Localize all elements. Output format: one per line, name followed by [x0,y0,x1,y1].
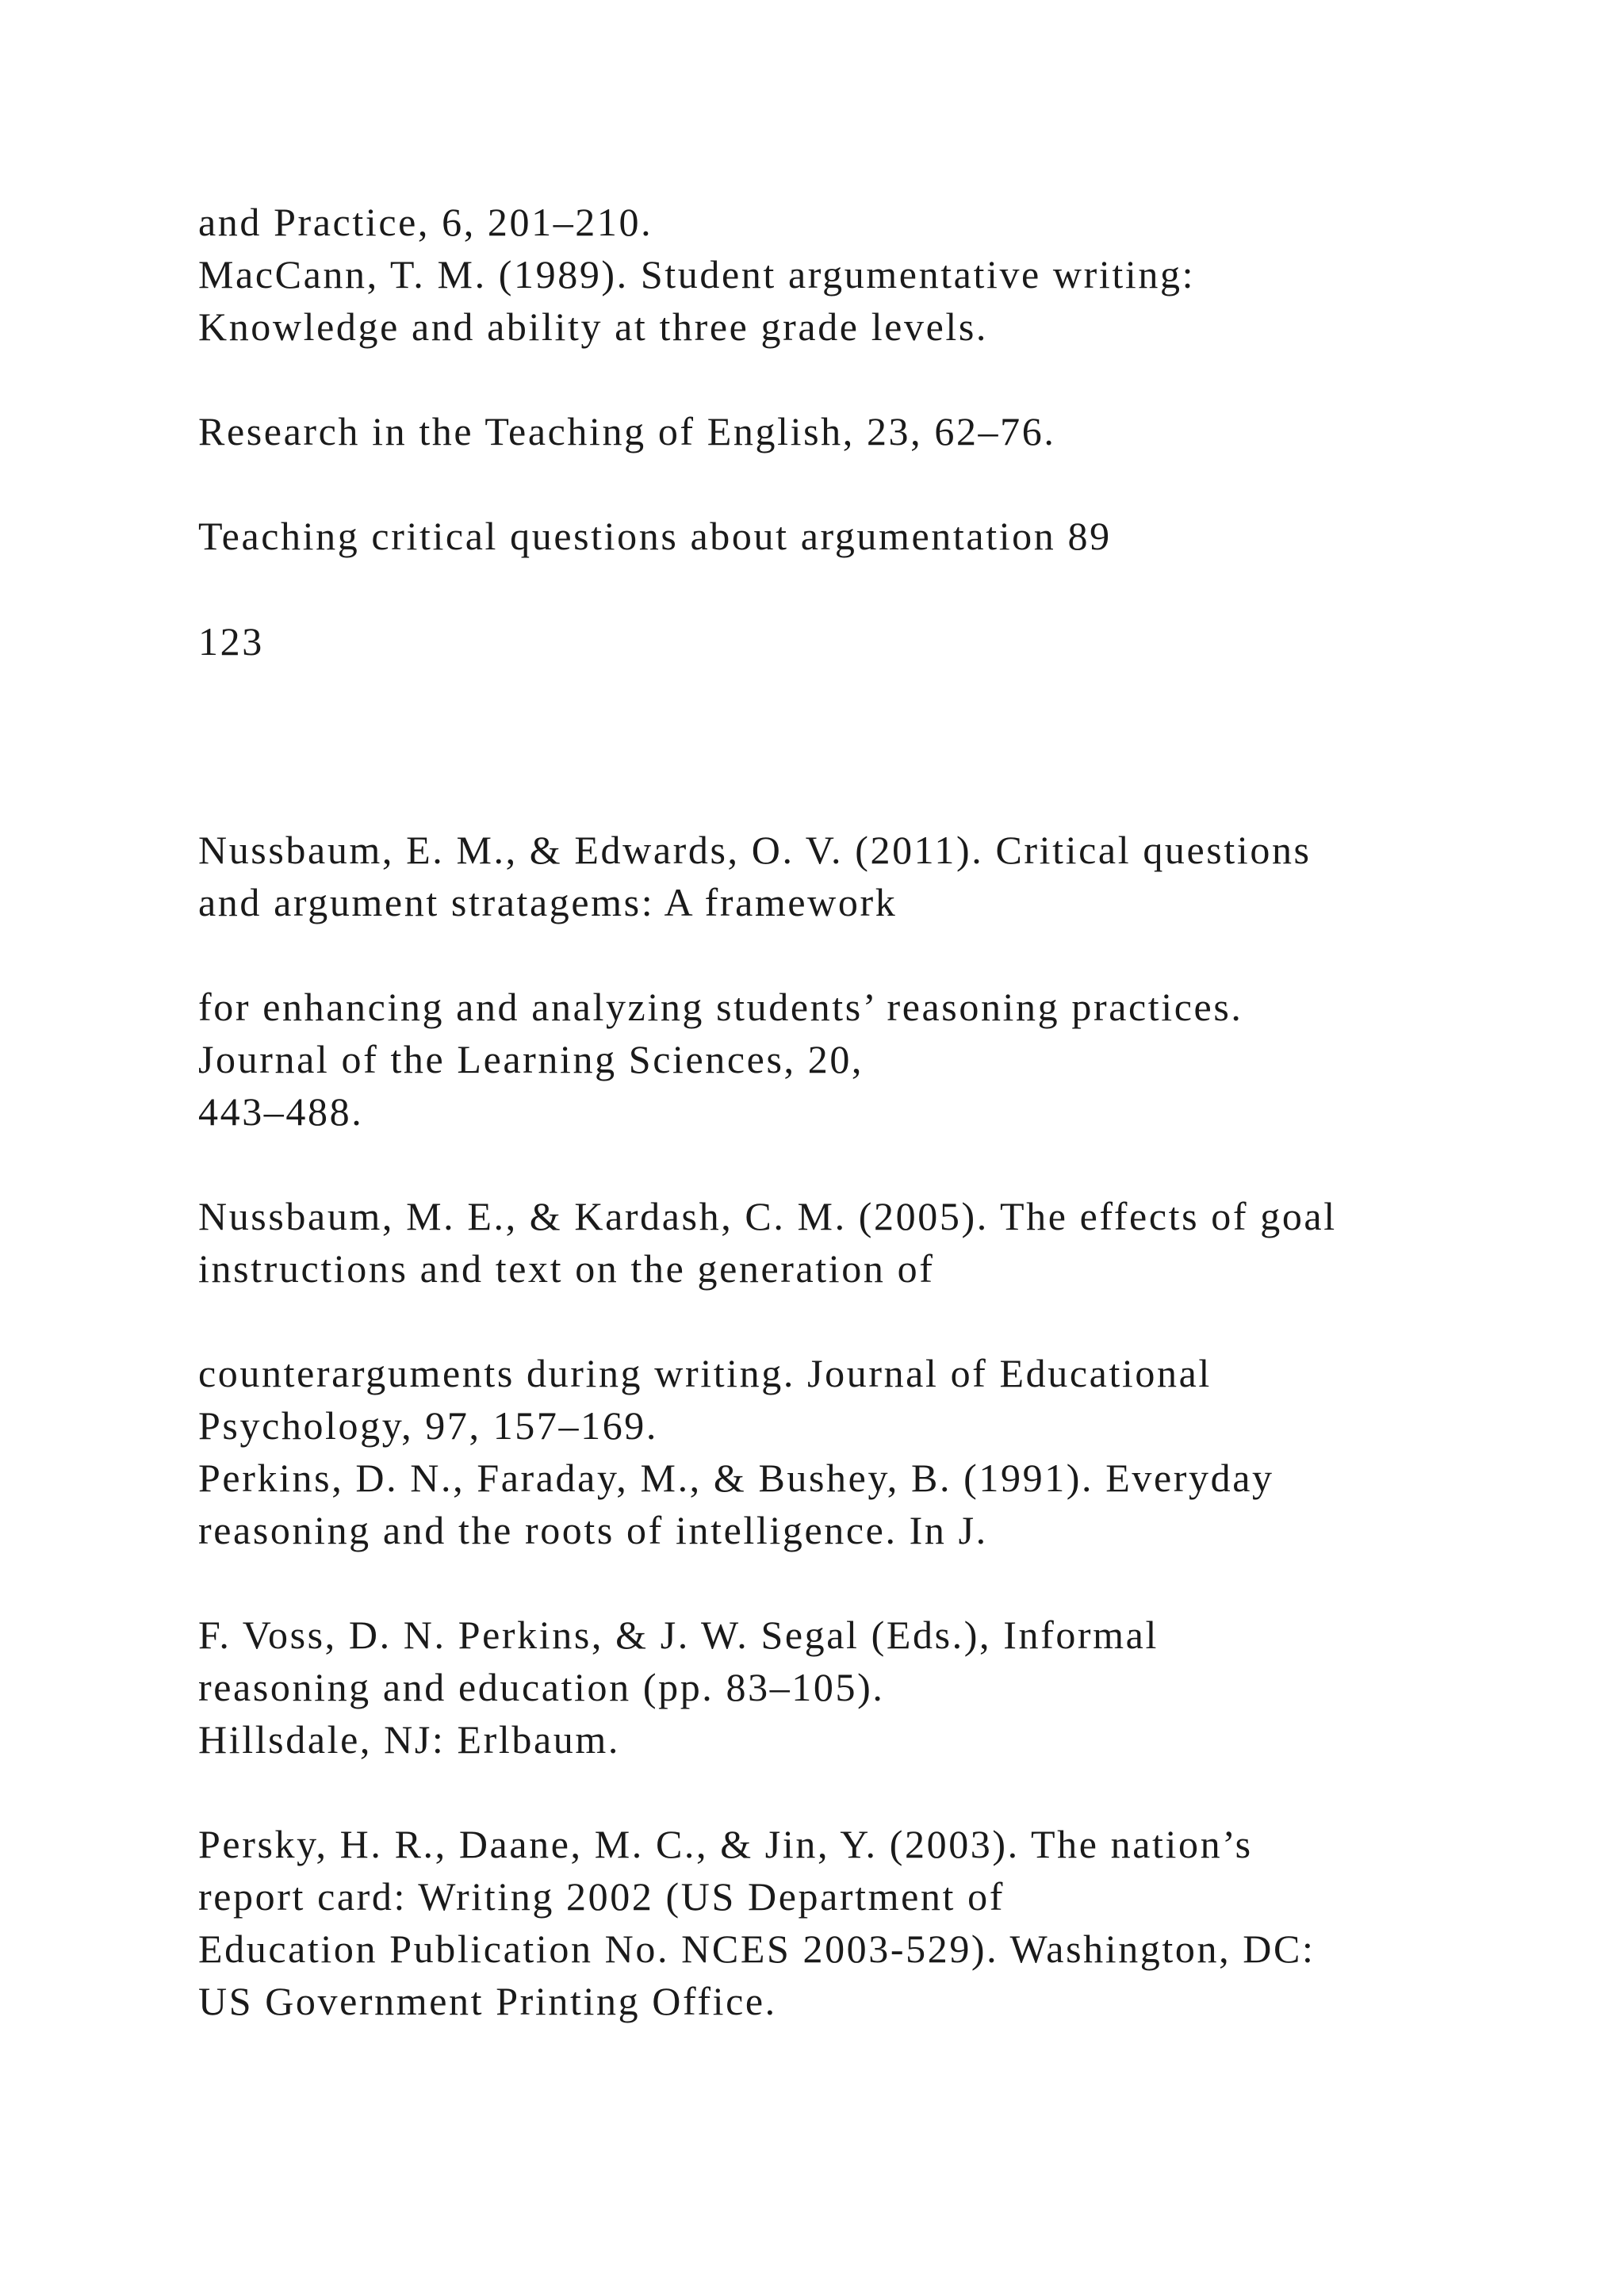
reference-line: MacCann, T. M. (1989). Student argumentative writing: [198,252,1196,297]
reference-line: reasoning and education (pp. 83–105). [198,1665,885,1709]
reference-line: instructions and text on the generation of [198,1246,935,1291]
reference-line: for enhancing and analyzing students’ reasoning practices. [198,985,1243,1029]
reference-line: Perkins, D. N., Faraday, M., & Bushey, B. (1991). Everyday [198,1456,1274,1500]
reference-line: Knowledge and ability at three grade levels. [198,304,989,349]
reference-line: Persky, H. R., Daane, M. C., & Jin, Y. (2003). The nation’s [198,1822,1253,1866]
reference-line: and argument stratagems: A framework [198,880,898,924]
reference-line: Hillsdale, NJ: Erlbaum. [198,1717,620,1762]
reference-line: Nussbaum, E. M., & Edwards, O. V. (2011). Critical questions [198,828,1312,872]
reference-line: report card: Writing 2002 (US Department of [198,1874,1005,1919]
reference-line: Nussbaum, M. E., & Kardash, C. M. (2005). The effects of goal [198,1194,1337,1238]
reference-line: Psychology, 97, 157–169. [198,1403,659,1448]
reference-line: counterarguments during writing. Journal of Educational [198,1351,1212,1395]
reference-line: Research in the Teaching of English, 23, 62–76. [198,409,1056,453]
reference-line: US Government Printing Office. [198,1979,777,2023]
reference-line: 443–488. [198,1089,364,1134]
reference-line: and Practice, 6, 201–210. [198,200,653,244]
reference-line: Education Publication No. NCES 2003-529). Washington, DC: [198,1927,1316,1971]
reference-line: reasoning and the roots of intelligence. In J. [198,1508,988,1552]
running-header: Teaching critical questions about argumentation 89 [198,514,1112,558]
reference-line: Journal of the Learning Sciences, 20, [198,1037,864,1081]
reference-line: F. Voss, D. N. Perkins, & J. W. Segal (Eds.), Informal [198,1613,1159,1657]
page-number: 123 [198,619,264,664]
